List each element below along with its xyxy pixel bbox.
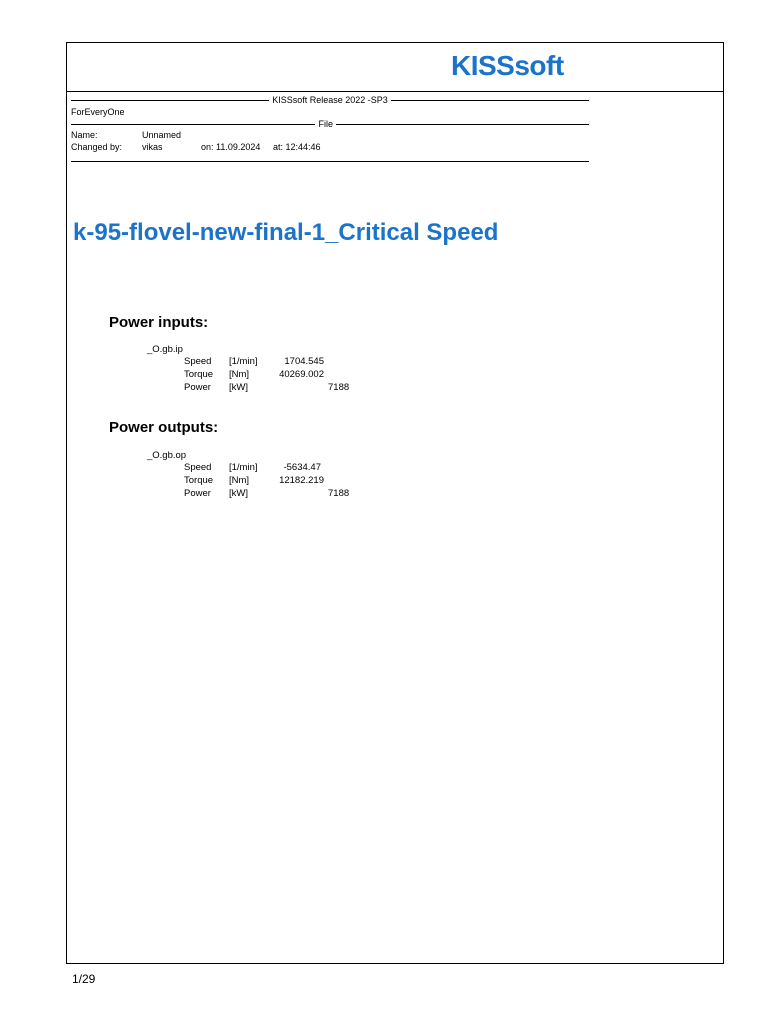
release-label: KISSsoft Release 2022 -SP3: [272, 95, 388, 105]
changed-by-label: Changed by:: [71, 142, 123, 152]
power-inputs-heading: Power inputs:: [109, 314, 209, 331]
name-value: Unnamed: [142, 130, 182, 140]
page-frame: KISSsoft KISSsoft Release 2022 -SP3 ForEveryOne File Name: Unnamed Changed by: vikas on: 11.09.2024 at: 12:44:46 k-95-flovel-new-final-1_Critical Speed Power inputs: _O.gb.ip Speed [1/min] 1704.545 Torque [Nm] 40269.002 Power [kW] 7188 Power outputs: _O.gb.op Speed [1/min] -5634.47 Torque [Nm] 12182.219 Power [kW] 7188: [66, 42, 724, 964]
page-number: 1/29: [72, 972, 96, 986]
changed-on-date: on: 11.09.2024: [201, 142, 261, 152]
document-title: k-95-flovel-new-final-1_Critical Speed: [73, 219, 499, 246]
file-rule: [71, 118, 589, 130]
file-label: File: [318, 119, 333, 129]
changed-by-value: vikas: [142, 142, 163, 152]
licensee-text: ForEveryOne: [71, 107, 125, 117]
power-inputs-group: _O.gb.ip: [147, 344, 183, 355]
power-outputs-heading: Power outputs:: [109, 419, 219, 436]
header-bottom-rule: [71, 161, 589, 162]
power-outputs-group: _O.gb.op: [147, 450, 187, 461]
kisssoft-logo: KISSsoft: [451, 50, 564, 81]
name-label: Name:: [71, 130, 98, 140]
release-rule: [71, 94, 589, 106]
changed-at-time: at: 12:44:46: [273, 142, 321, 152]
header-divider: [67, 91, 723, 92]
